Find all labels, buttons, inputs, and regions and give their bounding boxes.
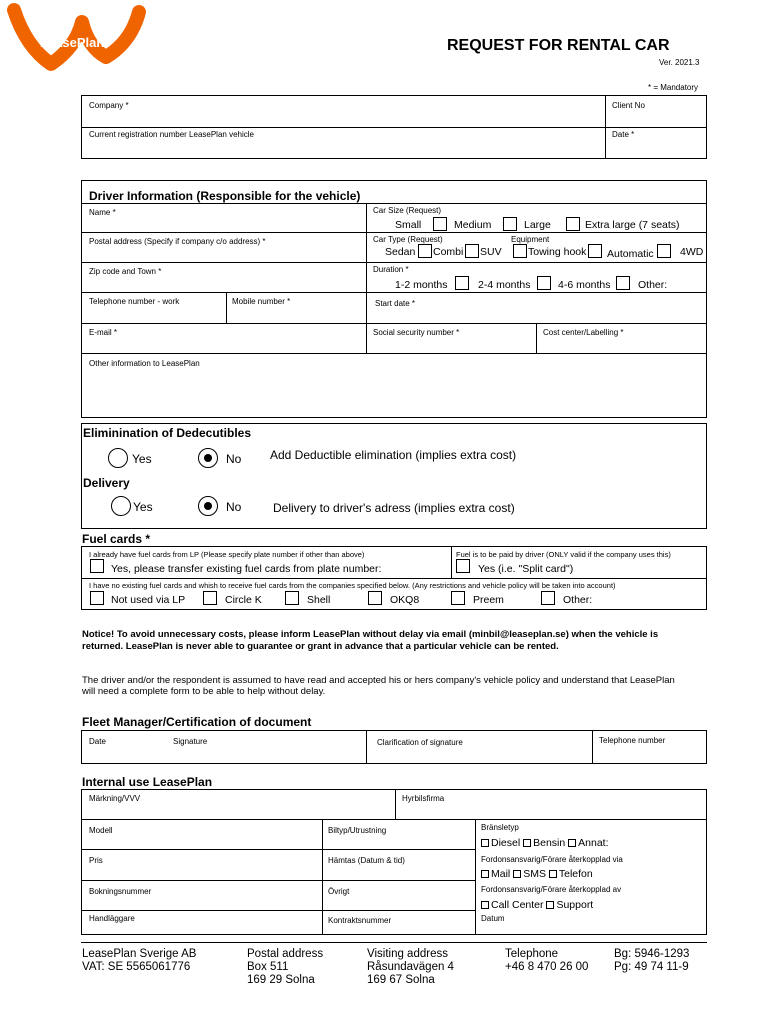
annat-checkbox[interactable] (568, 839, 576, 847)
fuel-paid-driver-label: Fuel is to be paid by driver (ONLY valid if the company uses this) (456, 550, 671, 559)
annat-label: Annat: (578, 837, 609, 849)
zip-field[interactable]: Zip code and Town * (89, 267, 162, 276)
deductible-no-radio[interactable] (198, 448, 218, 468)
start-date-field[interactable]: Start date * (375, 299, 416, 308)
fuel-preem-label: Preem (473, 594, 504, 606)
notice-line2: returned. LeasePlan is never able to guarantee or grant in advance that a particular vehicle can be rented. (82, 641, 559, 652)
footer-telephone: Telephone +46 8 470 26 00 (505, 948, 589, 973)
postal-field[interactable]: Postal address (Specify if company c/o address) * (89, 237, 266, 246)
fuel-split-label: Yes (i.e. "Split card") (478, 563, 574, 575)
fuel-shell-checkbox[interactable] (285, 591, 299, 605)
hyrbilsfirma-field[interactable]: Hyrbilsfirma (402, 794, 445, 803)
size-medium-label: Medium (454, 219, 492, 231)
fuel-transfer-label: Yes, please transfer existing fuel cards from plate number: (111, 563, 382, 575)
equip-4wd-label: 4WD (680, 246, 704, 258)
footer-visiting: Visiting address Råsundavägen 4 169 67 Solna (367, 948, 454, 986)
fuel-notused-checkbox[interactable] (90, 591, 104, 605)
delivery-no-label: No (226, 500, 242, 514)
mail-checkbox[interactable] (481, 870, 489, 878)
fuel-other-label: Other: (563, 594, 593, 606)
size-small-label: Small (395, 219, 422, 231)
equip-automatic-checkbox[interactable] (657, 244, 671, 258)
delivery-desc: Delivery to driver's adress (implies extra cost) (273, 501, 515, 515)
contact1-options (481, 868, 593, 880)
fuel-other-checkbox[interactable] (541, 591, 555, 605)
fuel-no-existing-label: I have no existing fuel cards and whish to receive fuel cards from the companies specified below. (Any restrictions and vehicle policy will be taken into account) (89, 581, 616, 590)
fleet-signature-field[interactable]: Signature (173, 737, 208, 746)
notice-line1: Notice! To avoid unnecessary costs, please inform LeasePlan without delay via email (minbil@leaseplan.se) when the vehicle is (82, 629, 659, 640)
type-combi-checkbox[interactable] (465, 244, 479, 258)
bransletyp-label: Bränsletyp (481, 823, 519, 832)
client-no-field[interactable]: Client No (612, 101, 645, 110)
contact2-options (481, 899, 593, 911)
deductible-desc: Add Deductible elimination (implies extra cost) (270, 448, 517, 462)
size-large-label: Large (524, 219, 551, 231)
deductible-yes-radio[interactable] (108, 448, 128, 468)
fordon2-label: Fordonsansvarig/Förare återkopplad av (481, 885, 622, 894)
callcenter-label: Call Center (491, 899, 544, 911)
email-field[interactable]: E-mail * (89, 328, 118, 337)
bensin-checkbox[interactable] (523, 839, 531, 847)
driver-title: Driver Information (Responsible for the vehicle) (89, 189, 361, 203)
equipment-label: Equipment (511, 235, 550, 244)
reg-number-field[interactable]: Current registration number LeasePlan vehicle (89, 130, 254, 139)
fleet-title: Fleet Manager/Certification of document (82, 715, 312, 729)
type-suv-checkbox[interactable] (513, 244, 527, 258)
deductible-yes-label: Yes (132, 452, 152, 466)
fuel-preem-checkbox[interactable] (451, 591, 465, 605)
deductibles-title: Eliminination of Dedecutibles (83, 426, 252, 440)
fuel-notused-label: Not used via LP (111, 594, 186, 606)
duration-2-checkbox[interactable] (537, 276, 551, 290)
equip-towing-checkbox[interactable] (588, 244, 602, 258)
equip-automatic-label: Automatic (607, 248, 654, 260)
duration-other-label: Other: (638, 279, 668, 291)
delivery-title: Delivery (83, 476, 130, 490)
mobile-field[interactable]: Mobile number * (232, 297, 291, 306)
type-combi-label: Combi (433, 246, 464, 258)
logo-text: LeasePlan (40, 35, 105, 50)
handlaggare-field[interactable]: Handläggare (89, 914, 135, 923)
delivery-yes-radio[interactable] (111, 496, 131, 516)
duration-label: Duration * (373, 265, 409, 274)
fuel-existing-label: I already have fuel cards from LP (Please specify plate number if other than above) (89, 550, 365, 559)
kontrakt-field[interactable]: Kontraktsnummer (328, 916, 392, 925)
fuel-split-checkbox[interactable] (456, 559, 470, 573)
phone-work-field[interactable]: Telephone number - work (89, 297, 180, 306)
policy-line1: The driver and/or the respondent is assumed to have read and accepted his or hers company's vehicle policy and understand that LeasePlan (82, 675, 675, 686)
fuel-circlek-label: Circle K (225, 594, 262, 606)
fleet-date-field[interactable]: Date (89, 737, 106, 746)
size-large-checkbox[interactable] (566, 217, 580, 231)
duration-1-checkbox[interactable] (455, 276, 469, 290)
leaseplan-logo (6, 2, 146, 72)
company-field[interactable]: Company * (89, 101, 129, 110)
biltyp-field[interactable]: Biltyp/Utrustning (328, 826, 387, 835)
type-suv-label: SUV (480, 246, 502, 258)
marking-field[interactable]: Märkning/VVV (89, 794, 141, 803)
date-field[interactable]: Date * (612, 130, 635, 139)
datum-field[interactable]: Datum (481, 914, 505, 923)
callcenter-checkbox[interactable] (481, 901, 489, 909)
bokning-field[interactable]: Bokningsnummer (89, 887, 152, 896)
equip-towing-label: Towing hook (528, 246, 587, 258)
pris-field[interactable]: Pris (89, 856, 103, 865)
cost-center-field[interactable]: Cost center/Labelling * (543, 328, 624, 337)
duration-1-label: 1-2 months (395, 279, 448, 291)
car-size-label: Car Size (Request) (373, 206, 442, 215)
bensin-label: Bensin (533, 837, 566, 849)
hamtas-field[interactable]: Hämtas (Datum & tid) (328, 856, 405, 865)
telefon-label: Telefon (558, 868, 593, 880)
telefon-checkbox[interactable] (549, 870, 557, 878)
mail-label: Mail (491, 868, 511, 880)
fuel-okq8-checkbox[interactable] (368, 591, 382, 605)
footer-company: LeasePlan Sverige AB VAT: SE 5565061776 (82, 948, 197, 973)
duration-2-label: 2-4 months (478, 279, 531, 291)
delivery-no-radio[interactable] (198, 496, 218, 516)
duration-3-checkbox[interactable] (616, 276, 630, 290)
footer-postal: Postal address Box 511 169 29 Solna (247, 948, 324, 986)
name-field[interactable]: Name * (89, 208, 116, 217)
policy-line2: will need a complete form to be able to help without delay. (82, 686, 326, 697)
support-label: Support (556, 899, 594, 911)
diesel-label: Diesel (491, 837, 521, 849)
car-type-label: Car Type (Request) (373, 235, 443, 244)
fuel-shell-label: Shell (307, 594, 331, 606)
fuel-options (481, 837, 609, 849)
fuel-circlek-checkbox[interactable] (203, 591, 217, 605)
ssn-field[interactable]: Social security number * (373, 328, 460, 337)
sms-checkbox[interactable] (513, 870, 521, 878)
fordon1-label: Fordonsansvarig/Förare återkopplad via (481, 855, 623, 864)
fleet-telephone-field[interactable]: Telephone number (599, 736, 666, 745)
deductible-no-label: No (226, 452, 242, 466)
type-sedan-label: Sedan (385, 246, 416, 258)
ovrigt-field[interactable]: Övrigt (328, 887, 350, 896)
type-sedan-checkbox[interactable] (418, 244, 432, 258)
version: Ver. 2021.3 (659, 58, 700, 67)
size-xl-label: Extra large (7 seats) (585, 219, 680, 231)
duration-3-label: 4-6 months (558, 279, 611, 291)
page-title: REQUEST FOR RENTAL CAR (447, 37, 670, 54)
other-info-field[interactable]: Other information to LeasePlan (89, 359, 200, 368)
fuel-transfer-checkbox[interactable] (90, 559, 104, 573)
fleet-clarification-field[interactable]: Clarification of signature (377, 738, 463, 747)
internal-title: Internal use LeasePlan (82, 775, 213, 789)
footer-giro: Bg: 5946-1293 Pg: 49 74 11-9 (614, 948, 690, 973)
fuel-title: Fuel cards * (82, 532, 151, 546)
delivery-yes-label: Yes (133, 500, 153, 514)
sms-label: SMS (523, 868, 546, 880)
size-small-checkbox[interactable] (433, 217, 447, 231)
diesel-checkbox[interactable] (481, 839, 489, 847)
support-checkbox[interactable] (546, 901, 554, 909)
mandatory-note: * = Mandatory (648, 83, 699, 92)
size-medium-checkbox[interactable] (503, 217, 517, 231)
fuel-okq8-label: OKQ8 (390, 594, 420, 606)
modell-field[interactable]: Modell (89, 826, 113, 835)
